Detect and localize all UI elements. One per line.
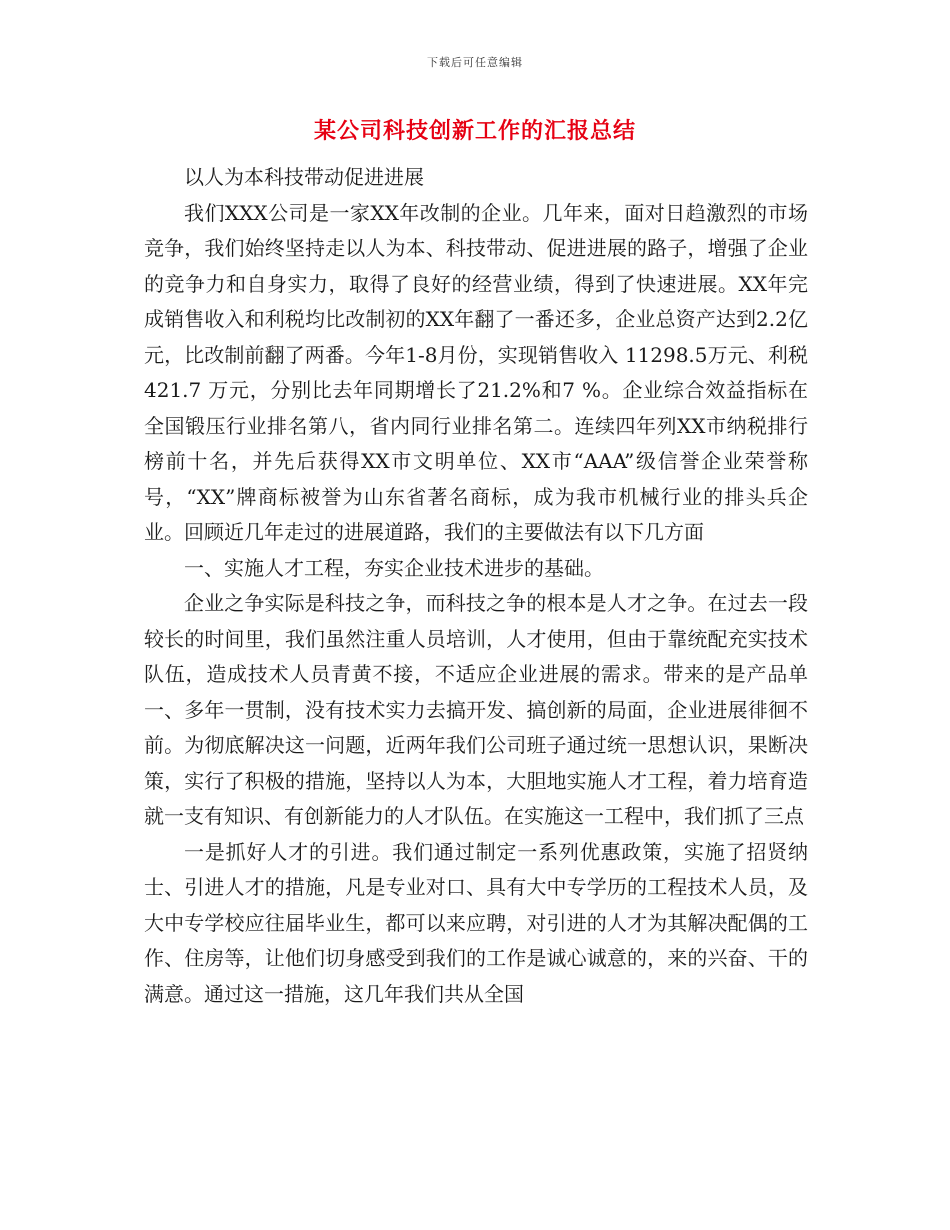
paragraph-talent-recruitment: 一是抓好人才的引进。我们通过制定一系列优惠政策，实施了招贤纳士、引进人才的措施，凡是专业对口、具有大中专学历的工程技术人员，及大中专学校应往届毕业生，都可以来应聘，对引进的人才为其解决配偶的工作、住房等，让他们切身感受到我们的工作是诚心诚意的，来的兴奋、干的满意。通过这一措施，这几年我们共从全国 xyxy=(144,839,808,1006)
header-note: 下载后可任意编辑 xyxy=(427,56,523,69)
paragraph-section-heading: 一、实施人才工程，夯实企业技术进步的基础。 xyxy=(184,555,604,580)
document-title: 某公司科技创新工作的汇报总结 xyxy=(313,118,636,144)
paragraph-talent-competition: 企业之争实际是科技之争，而科技之争的根本是人才之争。在过去一段较长的时间里，我们虽然注重人员培训，人才使用，但由于靠统配充实技术队伍，造成技术人员青黄不接，不适应企业进展的需求。带来的是产品单一、多年一贯制，没有技术实力去搞开发、搞创新的局面，企业进展徘徊不前。为彻底解决这一问题，近两年我们公司班子通过统一思想认识，果断决策，实行了积极的措施，坚持以人为本，大胆地实施人才工程，着力培育造就一支有知识、有创新能力的人才队伍。在实施这一工程中，我们抓了三点 xyxy=(144,591,808,828)
document-body xyxy=(144,160,808,1012)
paragraph-intro: 我们XXX公司是一家XX年改制的企业。几年来，面对日趋激烈的市场竞争，我们始终坚持走以人为本、科技带动、促进进展的路子，增强了企业的竞争力和自身实力，取得了良好的经营业绩，得到了快速进展。XX年完成销售收入和利税均比改制初的XX年翻了一番还多，企业总资产达到2.2亿元，比改制前翻了两番。今年1-8月份，实现销售收入 11298.5万元、利税421.7 万元，分别比去年同期增长了21.2%和7 %。企业综合效益指标在全国锻压行业排名第八，省内同行业排名第二。连续四年列XX市纳税排行榜前十名，并先后获得XX市文明单位、XX市“AAA”级信誉企业荣誉称号，“XX”牌商标被誉为山东省著名商标，成为我市机械行业的排头兵企业。回顾近几年走过的进展道路，我们的主要做法有以下几方面 xyxy=(144,200,808,544)
paragraph-subtitle: 以人为本科技带动促进进展 xyxy=(184,165,424,189)
